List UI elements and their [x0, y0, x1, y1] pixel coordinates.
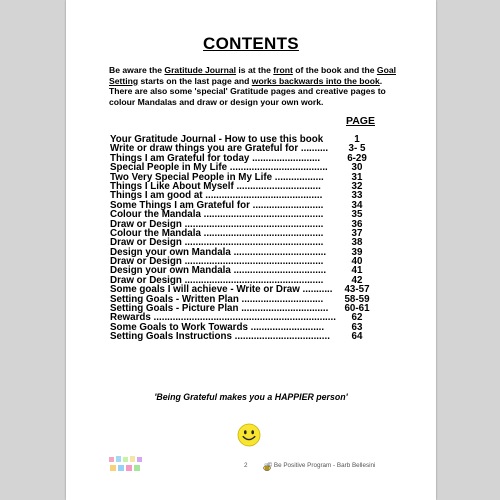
brand-logo-icon [108, 454, 144, 479]
toc-entry-page: 30 [351, 162, 363, 174]
footer-credit: © Be Positive Program - Barb Bellesini [267, 462, 376, 469]
toc-entry-page: 34 [351, 199, 363, 211]
toc-entry-label: Setting Goals - Picture Plan ................................ [110, 303, 329, 315]
toc-entry-page: 31 [351, 171, 363, 183]
smiley-face-icon [237, 423, 261, 452]
document-page [66, 0, 436, 500]
toc-entry-label: Setting Goals Instructions ................................... [110, 331, 330, 343]
toc-entry-label: Things I am good at ........................................... [110, 190, 323, 202]
toc-entry-page: 62 [351, 312, 363, 324]
toc-entry-page: 63 [351, 321, 363, 333]
toc-entry-label: Some Goals to Work Towards ........................... [110, 321, 325, 333]
toc-entry-label: Two Very Special People in My Life .................. [110, 171, 324, 183]
toc-entry-page: 32 [351, 180, 363, 192]
intro-underlined-text: front [273, 65, 293, 75]
footer-page-number: 2 [244, 462, 248, 469]
intro-text: starts on the last page and [138, 75, 252, 86]
page-footer [244, 462, 375, 469]
toc-entry-page: 58-59 [344, 293, 370, 305]
page-title: CONTENTS [203, 34, 299, 53]
intro-paragraph [109, 65, 399, 107]
toc-entry-label: Design your own Mandala .................................. [110, 246, 327, 258]
toc-entry-label: Some Things I am Grateful for .......................... [110, 199, 324, 211]
toc-entry-page: 37 [351, 227, 363, 239]
toc-entry-label: Colour the Mandala ............................................ [110, 209, 324, 221]
toc-entry-label: Colour the Mandala ............................................ [110, 227, 324, 239]
toc-entry-page: 35 [351, 209, 363, 221]
toc-entry-label: Special People in My Life .................................... [110, 162, 328, 174]
toc-entry-page: 36 [351, 218, 363, 230]
toc-entry-page: 42 [351, 274, 363, 286]
toc-entry-label: Some goals I will achieve - Write or Draw ........... [110, 284, 333, 296]
toc-entry-label: Things I Like About Myself ............................... [110, 180, 321, 192]
toc-entry-label: Draw or Design ................................................... [110, 256, 324, 268]
toc-entry-page: 33 [351, 190, 363, 202]
intro-underlined-text: Goal Setting [109, 65, 396, 86]
toc-entry-page: 3- 5 [348, 143, 366, 155]
toc-entry-label: Setting Goals - Written Plan .............................. [110, 293, 324, 305]
intro-underlined-text: Gratitude Journal [164, 65, 237, 75]
toc-entry-page: 38 [351, 237, 363, 249]
toc-entry-page: 6-29 [347, 152, 367, 164]
toc-entry-label: Your Gratitude Journal - How to use this book [110, 134, 324, 145]
page-column-header: PAGE [346, 115, 375, 127]
toc-entry-page: 64 [351, 331, 363, 343]
intro-text: . There are also some 'special' Gratitude pages and creative pages to colour Mandalas and draw or design your own work. [109, 75, 386, 107]
toc-row [110, 332, 376, 341]
table-of-contents [110, 135, 376, 342]
toc-entry-label: Draw or Design ................................................... [110, 274, 324, 286]
toc-entry-page: 1 [354, 134, 360, 145]
quote-text: 'Being Grateful makes you a HAPPIER person' [154, 392, 348, 402]
toc-entry-page: 40 [351, 256, 363, 268]
toc-entry-label: Draw or Design ................................................... [110, 237, 324, 249]
toc-entry-label: Design your own Mandala .................................. [110, 265, 327, 277]
intro-text: Be aware the [109, 65, 165, 75]
toc-entry-label: Things I am Grateful for today ......................... [110, 152, 321, 164]
intro-underlined-text: works backwards into the book [251, 75, 380, 86]
toc-entry-page: 39 [351, 246, 363, 258]
intro-text: is at the [236, 65, 274, 75]
toc-entry-page: 43-57 [344, 284, 370, 296]
toc-entry-label: Rewards ................................................................... [110, 312, 336, 324]
toc-entry-page: 60-61 [344, 303, 370, 315]
toc-entry-label: Write or draw things you are Grateful for .......... [110, 143, 329, 155]
intro-text: of the book and the [292, 65, 377, 75]
toc-entry-page: 41 [351, 265, 363, 277]
toc-entry-label: Draw or Design ................................................... [110, 218, 324, 230]
